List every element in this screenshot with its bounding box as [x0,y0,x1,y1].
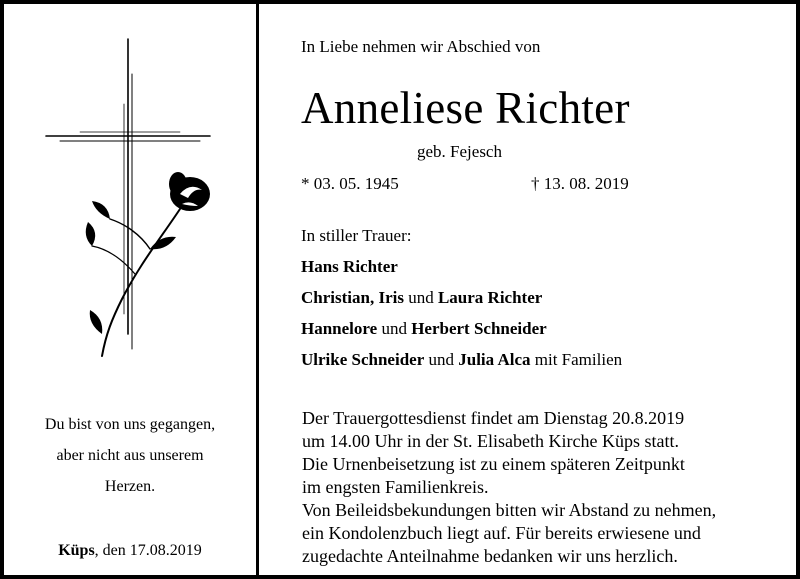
mourner-separator: mit Familien [530,350,623,369]
death-date: † 13. 08. 2019 [531,174,629,193]
info-line: Der Trauergottesdienst findet am Dienstag 20.8.2019 [302,408,685,428]
intro-line: In Liebe nehmen wir Abschied von [301,37,541,56]
mourner-separator: und [424,350,459,369]
place-date [4,542,256,560]
mourner-name: Herbert Schneider [411,319,547,338]
verse-line: Du bist von uns gegangen, [44,416,216,433]
mourner-name: Hans Richter [301,257,398,276]
mourner-separator: und [377,319,412,338]
mourner-line [301,350,622,370]
birth-date: * 03. 05. 1945 [301,174,399,193]
verse-line: aber nicht aus unserem [56,447,204,464]
info-line: im engsten Familienkreis. [302,477,489,497]
mourner-line [301,257,398,277]
info-line: Die Urnenbeisetzung ist zu einem späteren Zeitpunkt [302,454,685,474]
mourners-intro: In stiller Trauer: [301,226,412,245]
mourner-name: Hannelore [301,319,378,338]
mourner-name: Ulrike Schneider [301,350,425,369]
notice-date: , den 17.08.2019 [94,542,202,559]
info-line: zugedachte Anteilnahme bedanken wir uns herzlich. [302,546,678,566]
column-divider [256,4,259,575]
mourner-line [301,288,542,308]
info-line: um 14.00 Uhr in der St. Elisabeth Kirche Küps statt. [302,431,679,451]
verse-line: Herzen. [104,478,156,495]
mourner-line [301,319,547,339]
mourner-separator: und [403,288,438,307]
maiden-name: geb. Fejesch [417,142,502,161]
mourner-name: Christian [301,288,370,307]
mourner-name: Iris [378,288,404,307]
mourner-separator: , [369,288,379,307]
memorial-verse [4,409,256,502]
mourner-name: Laura Richter [437,288,543,307]
mourner-name: Julia Alca [458,350,531,369]
place-name: Küps [58,542,95,559]
info-line: ein Kondolenzbuch liegt auf. Für bereits erwiesene und [302,523,701,543]
cross-and-rose-icon [40,34,220,364]
service-info [302,407,716,568]
info-line: Von Beileidsbekundungen bitten wir Abstand zu nehmen, [302,500,717,520]
deceased-name: Anneliese Richter [301,83,630,133]
